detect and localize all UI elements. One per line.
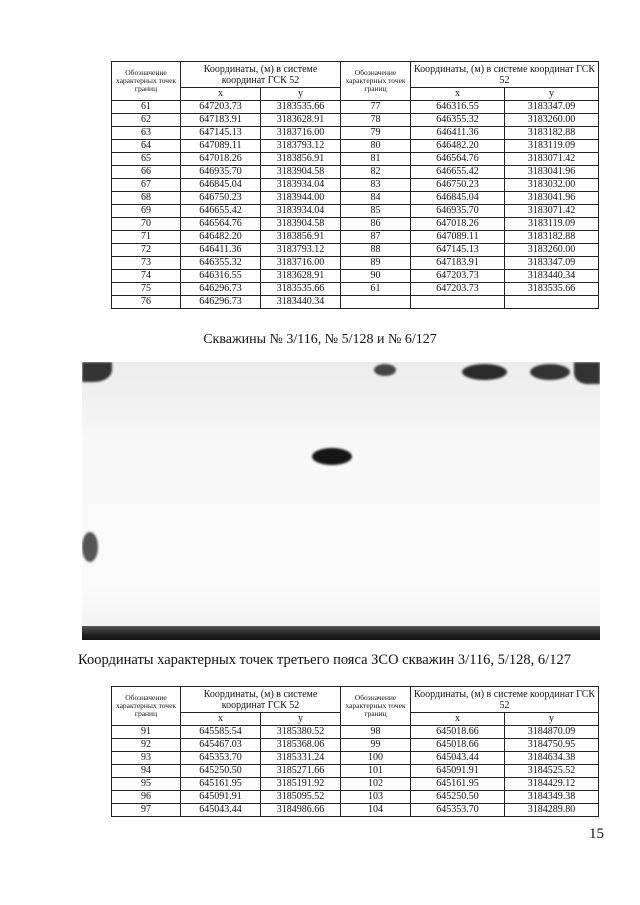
table-cell: 3183182.88 — [505, 127, 599, 140]
table-row — [112, 218, 599, 231]
table-cell: 98 — [341, 726, 411, 739]
table-cell: 90 — [341, 270, 411, 283]
table-cell: 3183716.00 — [261, 257, 341, 270]
y-header: y — [505, 88, 599, 101]
table-cell: 3183182.88 — [505, 231, 599, 244]
table-cell: 79 — [341, 127, 411, 140]
table-cell: 3183535.66 — [261, 101, 341, 114]
table-cell: 645161.95 — [181, 778, 261, 791]
x-header: x — [181, 88, 261, 101]
table-cell: 647203.73 — [411, 270, 505, 283]
table-cell: 646355.32 — [411, 114, 505, 127]
table-cell: 3184986.66 — [261, 804, 341, 817]
table-cell: 645043.44 — [411, 752, 505, 765]
table-row — [112, 127, 599, 140]
table-cell: 3183856.91 — [261, 153, 341, 166]
wells-photo — [82, 362, 600, 640]
table-row — [112, 791, 599, 804]
designation-header: Обозначение характерных точек границ — [341, 687, 411, 726]
table-cell: 3183904.58 — [261, 218, 341, 231]
table-row — [112, 752, 599, 765]
table-cell: 94 — [112, 765, 181, 778]
table-cell: 647145.13 — [411, 244, 505, 257]
table-cell: 3183628.91 — [261, 114, 341, 127]
table-cell: 646316.55 — [181, 270, 261, 283]
table-cell: 3183119.09 — [505, 140, 599, 153]
table-row — [112, 765, 599, 778]
table-row — [112, 296, 599, 309]
table-row — [112, 270, 599, 283]
table-cell: 89 — [341, 257, 411, 270]
table-cell: 74 — [112, 270, 181, 283]
table-cell: 104 — [341, 804, 411, 817]
table-cell: 647089.11 — [181, 140, 261, 153]
table-cell: 3183260.00 — [505, 114, 599, 127]
table-cell: 82 — [341, 166, 411, 179]
table-cell: 83 — [341, 179, 411, 192]
table-cell: 647018.26 — [181, 153, 261, 166]
table-cell: 647203.73 — [181, 101, 261, 114]
table-cell: 3184634.38 — [505, 752, 599, 765]
table-cell: 646482.20 — [181, 231, 261, 244]
table-cell: 3184429.12 — [505, 778, 599, 791]
table-cell: 100 — [341, 752, 411, 765]
coords-header: Координаты, (м) в системе координат ГСК 52 — [411, 687, 599, 713]
table-cell: 3185095.52 — [261, 791, 341, 804]
table-cell: 645091.91 — [411, 765, 505, 778]
table-cell: 71 — [112, 231, 181, 244]
table-cell: 646296.73 — [181, 296, 261, 309]
table-cell: 3183041.96 — [505, 166, 599, 179]
table-row — [112, 726, 599, 739]
table-cell: 645585.54 — [181, 726, 261, 739]
table-cell: 645091.91 — [181, 791, 261, 804]
table-cell: 646316.55 — [411, 101, 505, 114]
table-cell: 62 — [112, 114, 181, 127]
table-cell: 102 — [341, 778, 411, 791]
coords-header: Координаты, (м) в системе координат ГСК 52 — [181, 687, 341, 713]
table-cell: 96 — [112, 791, 181, 804]
table-cell: 647089.11 — [411, 231, 505, 244]
designation-header: Обозначение характерных точек границ — [112, 687, 181, 726]
table-cell: 73 — [112, 257, 181, 270]
table-cell: 75 — [112, 283, 181, 296]
table-cell: 3183032.00 — [505, 179, 599, 192]
table-row — [112, 192, 599, 205]
coordinates-table-2 — [111, 686, 599, 817]
table-cell: 78 — [341, 114, 411, 127]
table-cell: 646564.76 — [181, 218, 261, 231]
table-cell: 646750.23 — [181, 192, 261, 205]
table-cell: 3185331.24 — [261, 752, 341, 765]
table-cell: 63 — [112, 127, 181, 140]
table-cell: 646355.32 — [181, 257, 261, 270]
table-row — [112, 101, 599, 114]
table-cell: 3185380.52 — [261, 726, 341, 739]
table-cell: 646655.42 — [411, 166, 505, 179]
table-cell: 3185368.06 — [261, 739, 341, 752]
table-cell: 3183440.34 — [261, 296, 341, 309]
table-cell: 3183716.00 — [261, 127, 341, 140]
page-number: 15 — [589, 826, 604, 842]
table-cell: 3183904.58 — [261, 166, 341, 179]
table-cell: 61 — [341, 283, 411, 296]
table-cell: 99 — [341, 739, 411, 752]
table-cell: 101 — [341, 765, 411, 778]
table-cell: 3183260.00 — [505, 244, 599, 257]
table-cell: 647183.91 — [411, 257, 505, 270]
table-cell: 85 — [341, 205, 411, 218]
table-cell: 61 — [112, 101, 181, 114]
table-row — [112, 739, 599, 752]
table-cell: 3183934.04 — [261, 205, 341, 218]
table-cell — [505, 296, 599, 309]
table-cell: 3183119.09 — [505, 218, 599, 231]
table-row — [112, 231, 599, 244]
table-cell: 3183628.91 — [261, 270, 341, 283]
table-cell: 68 — [112, 192, 181, 205]
table-cell: 646935.70 — [411, 205, 505, 218]
table-row — [112, 283, 599, 296]
table-cell: 103 — [341, 791, 411, 804]
table-cell: 3183944.00 — [261, 192, 341, 205]
table-cell: 645353.70 — [411, 804, 505, 817]
table-row — [112, 114, 599, 127]
table-cell: 646845.04 — [181, 179, 261, 192]
table-cell: 3184289.80 — [505, 804, 599, 817]
table-cell: 646750.23 — [411, 179, 505, 192]
table-cell: 3183535.66 — [261, 283, 341, 296]
table-cell: 91 — [112, 726, 181, 739]
table-cell: 646845.04 — [411, 192, 505, 205]
table-cell: 97 — [112, 804, 181, 817]
table-cell: 3184349.38 — [505, 791, 599, 804]
table-row — [112, 205, 599, 218]
table-cell: 3185271.66 — [261, 765, 341, 778]
table-cell: 646935.70 — [181, 166, 261, 179]
designation-header: Обозначение характерных точек границ — [341, 62, 411, 101]
table-cell: 3183347.09 — [505, 101, 599, 114]
table-cell: 76 — [112, 296, 181, 309]
y-header: y — [505, 713, 599, 726]
coords-header: Координаты, (м) в системе координат ГСК 52 — [181, 62, 341, 88]
table-row — [112, 179, 599, 192]
y-header: y — [261, 713, 341, 726]
zone-coordinates-caption: Координаты характерных точек третьего пояса ЗСО скважин 3/116, 5/128, 6/127 — [78, 652, 571, 668]
table-cell: 646296.73 — [181, 283, 261, 296]
coords-header: Координаты, (м) в системе координат ГСК 52 — [411, 62, 599, 88]
wells-caption: Скважины № 3/116, № 5/128 и № 6/127 — [203, 332, 437, 347]
x-header: x — [411, 88, 505, 101]
table-cell: 88 — [341, 244, 411, 257]
x-header: x — [411, 713, 505, 726]
table-cell: 3183071.42 — [505, 153, 599, 166]
table-cell: 65 — [112, 153, 181, 166]
table-cell: 3184870.09 — [505, 726, 599, 739]
table-cell: 645467.03 — [181, 739, 261, 752]
table-row — [112, 153, 599, 166]
table-cell: 93 — [112, 752, 181, 765]
table-cell: 645018.66 — [411, 726, 505, 739]
table-cell: 646411.36 — [411, 127, 505, 140]
table-cell: 81 — [341, 153, 411, 166]
table-cell: 645018.66 — [411, 739, 505, 752]
table-cell: 3185191.92 — [261, 778, 341, 791]
table-cell: 646564.76 — [411, 153, 505, 166]
table-cell: 647183.91 — [181, 114, 261, 127]
table-cell: 3183440.34 — [505, 270, 599, 283]
table-cell: 72 — [112, 244, 181, 257]
table-cell: 3184525.52 — [505, 765, 599, 778]
x-header: x — [181, 713, 261, 726]
table-cell: 3184750.95 — [505, 739, 599, 752]
table-cell: 645043.44 — [181, 804, 261, 817]
table-row — [112, 257, 599, 270]
table-cell: 3183535.66 — [505, 283, 599, 296]
table-cell: 87 — [341, 231, 411, 244]
table-cell: 646411.36 — [181, 244, 261, 257]
table-cell: 92 — [112, 739, 181, 752]
table-cell: 3183071.42 — [505, 205, 599, 218]
table-cell: 3183347.09 — [505, 257, 599, 270]
table-cell: 647145.13 — [181, 127, 261, 140]
table-cell: 3183856.91 — [261, 231, 341, 244]
table-cell — [341, 296, 411, 309]
table-cell: 3183934.04 — [261, 179, 341, 192]
table-cell: 3183793.12 — [261, 140, 341, 153]
table-cell: 70 — [112, 218, 181, 231]
table-cell: 646482.20 — [411, 140, 505, 153]
table-row — [112, 804, 599, 817]
table-cell: 647203.73 — [411, 283, 505, 296]
table-row — [112, 140, 599, 153]
coordinates-table-1 — [111, 61, 599, 309]
table-cell: 86 — [341, 218, 411, 231]
table-row — [112, 778, 599, 791]
table-cell: 77 — [341, 101, 411, 114]
table-row — [112, 244, 599, 257]
table-cell: 646655.42 — [181, 205, 261, 218]
table-cell: 69 — [112, 205, 181, 218]
table-cell: 80 — [341, 140, 411, 153]
table-cell: 66 — [112, 166, 181, 179]
table-cell: 645250.50 — [411, 791, 505, 804]
designation-header: Обозначение характерных точек границ — [112, 62, 181, 101]
table-cell: 64 — [112, 140, 181, 153]
table-cell: 3183041.96 — [505, 192, 599, 205]
table-cell: 3183793.12 — [261, 244, 341, 257]
table-row — [112, 166, 599, 179]
table-cell: 95 — [112, 778, 181, 791]
table-cell: 645161.95 — [411, 778, 505, 791]
table-cell: 67 — [112, 179, 181, 192]
table-cell — [411, 296, 505, 309]
y-header: y — [261, 88, 341, 101]
table-cell: 645250.50 — [181, 765, 261, 778]
table-cell: 645353.70 — [181, 752, 261, 765]
table-cell: 647018.26 — [411, 218, 505, 231]
table-cell: 84 — [341, 192, 411, 205]
